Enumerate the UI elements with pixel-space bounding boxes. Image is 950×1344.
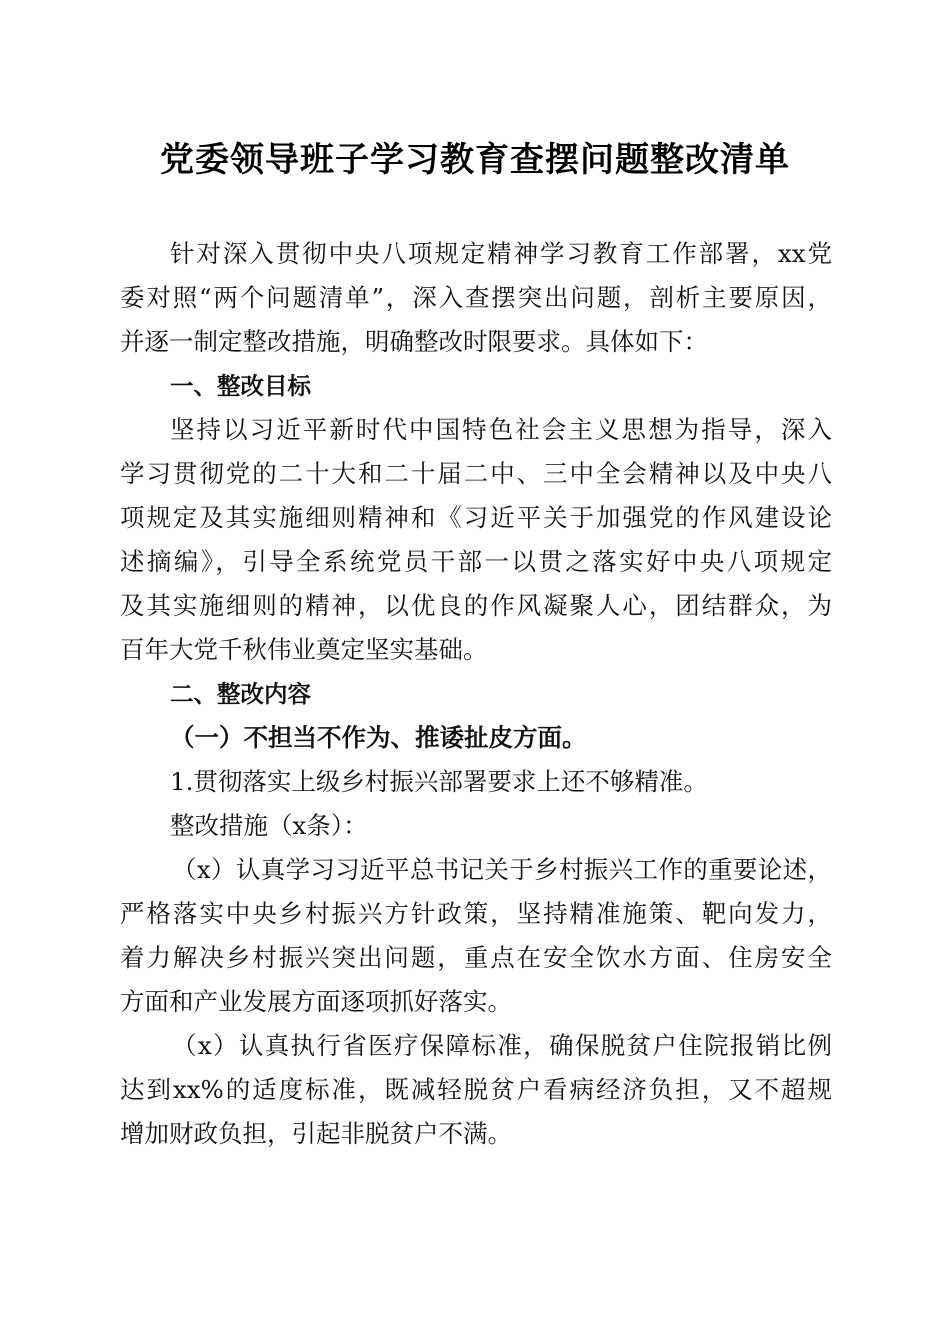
measure-line: 方面和产业发展方面逐项抓好落实。 — [120, 987, 512, 1016]
subsection-heading: （一）不担当不作为、推诿扯皮方面。 — [170, 723, 587, 752]
measure-line: 增加财政负担，引起非脱贫户不满。 — [120, 1119, 512, 1148]
section-heading-content: 二、整改内容 — [170, 680, 311, 708]
goals-line: 坚持以习近平新时代中国特色社会主义思想为指导，深入 — [170, 415, 832, 444]
document-title: 党委领导班子学习教育查摆问题整改清单 — [160, 140, 790, 180]
measure-paragraph — [120, 848, 832, 1024]
goals-line: 述摘编》，引导全系统党员干部一以贯之落实好中央八项规定 — [120, 547, 832, 576]
document-body — [120, 232, 832, 1156]
measure-paragraph — [120, 1024, 832, 1156]
intro-paragraph — [120, 232, 832, 364]
goals-line: 百年大党千秋伟业奠定坚实基础。 — [120, 635, 488, 664]
goals-paragraph — [120, 408, 832, 672]
intro-line: 委对照“两个问题清单”，深入查摆突出问题，剖析主要原因， — [120, 283, 832, 312]
measure-line: （x）认真学习习近平总书记关于乡村振兴工作的重要论述， — [172, 855, 832, 884]
goals-line: 项规定及其实施细则精神和《习近平关于加强党的作风建设论 — [120, 503, 832, 532]
measure-line: 严格落实中央乡村振兴方针政策，坚持精准施策、靶向发力， — [120, 899, 832, 928]
measures-label: 整改措施（x条）： — [170, 811, 368, 840]
section-heading-goals: 一、整改目标 — [170, 372, 311, 400]
goals-line: 及其实施细则的精神，以优良的作风凝聚人心，团结群众，为 — [120, 591, 832, 620]
measure-line: 达到xx%的适度标准，既减轻脱贫户看病经济负担，又不超规 — [120, 1075, 832, 1104]
measure-line: （x）认真执行省医疗保障标准，确保脱贫户住院报销比例 — [172, 1031, 832, 1060]
intro-line: 针对深入贯彻中央八项规定精神学习教育工作部署，xx党 — [170, 239, 832, 268]
problem-item: 1.贯彻落实上级乡村振兴部署要求上还不够精准。 — [170, 767, 708, 796]
goals-line: 学习贯彻党的二十大和二十届二中、三中全会精神以及中央八 — [120, 459, 832, 488]
measure-line: 着力解决乡村振兴突出问题，重点在安全饮水方面、住房安全 — [120, 943, 832, 972]
intro-line: 并逐一制定整改措施，明确整改时限要求。具体如下： — [120, 327, 708, 356]
